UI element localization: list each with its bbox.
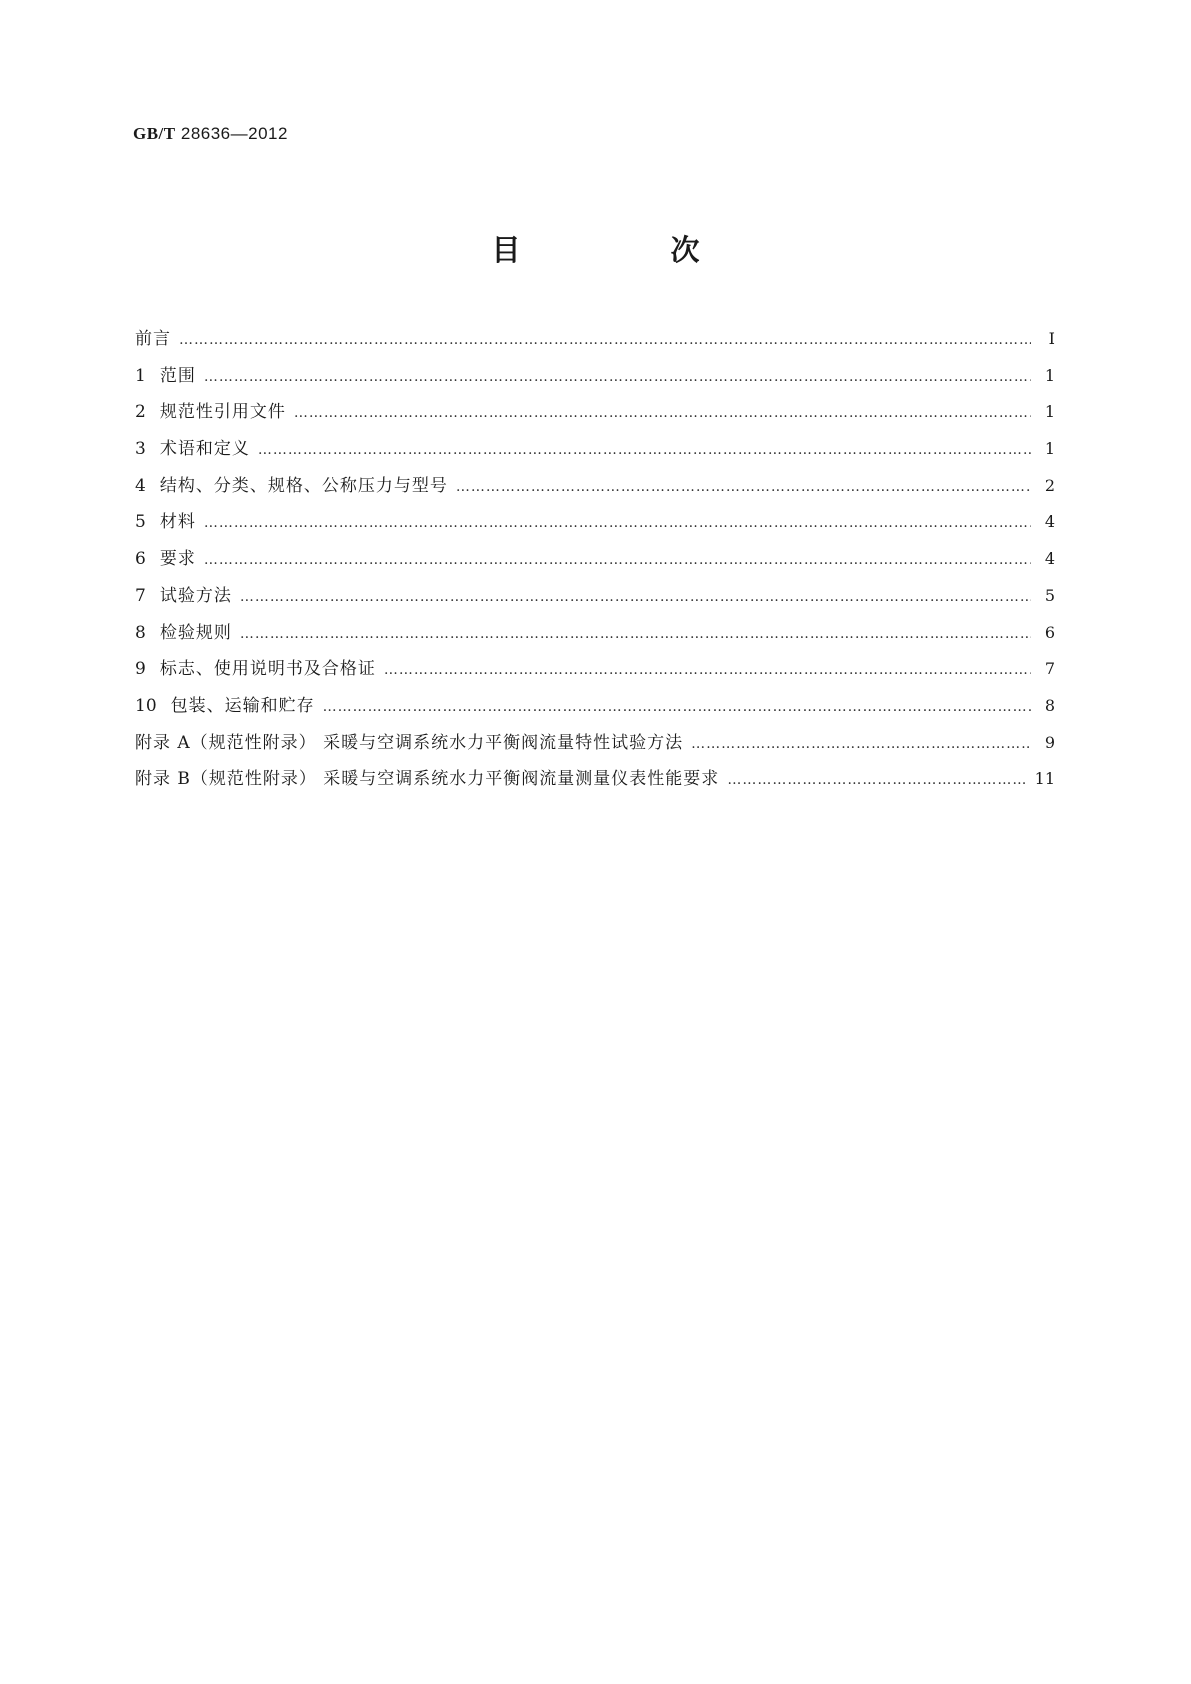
toc-entry-number: 7 xyxy=(135,585,146,606)
toc-leader-dots xyxy=(179,328,1031,352)
toc-entry-page: 11 xyxy=(1034,769,1055,789)
toc-entry-number: 4 xyxy=(135,475,146,496)
toc-leader-dots xyxy=(204,511,1031,535)
toc-entry-page: 7 xyxy=(1044,659,1055,679)
toc-entry-6[interactable] xyxy=(135,547,1055,584)
toc-entry-foreword[interactable] xyxy=(135,327,1055,364)
toc-entry-number: 8 xyxy=(135,622,146,643)
toc-entry-9[interactable] xyxy=(135,657,1055,694)
toc-entry-page: 2 xyxy=(1044,475,1055,495)
toc-entry-number: 2 xyxy=(135,402,146,423)
toc-leader-dots xyxy=(294,401,1031,425)
toc-entry-title: 附录 B（规范性附录） 采暖与空调系统水力平衡阀流量测量仪表性能要求 xyxy=(135,769,720,790)
standard-prefix: GB/T xyxy=(133,124,176,143)
toc-entry-title: 标志、使用说明书及合格证 xyxy=(159,659,376,680)
toc-entry-title: 范围 xyxy=(159,365,196,386)
table-of-contents xyxy=(135,327,1055,804)
toc-entry-annex-b[interactable] xyxy=(135,767,1055,804)
toc-entry-title: 结构、分类、规格、公称压力与型号 xyxy=(159,475,448,496)
toc-entry-number: 10 xyxy=(135,695,157,716)
toc-entry-page: 9 xyxy=(1044,732,1055,752)
toc-entry-title: 包装、运输和贮存 xyxy=(170,695,315,716)
toc-entry-page: 4 xyxy=(1044,549,1055,569)
toc-entry-2[interactable] xyxy=(135,400,1055,437)
toc-leader-dots xyxy=(204,365,1031,389)
standard-number: 28636—2012 xyxy=(180,124,288,143)
toc-leader-dots xyxy=(323,695,1031,719)
toc-entry-title: 要求 xyxy=(159,549,196,570)
toc-entry-page: 1 xyxy=(1044,402,1055,422)
toc-entry-page: I xyxy=(1048,329,1055,348)
toc-leader-dots xyxy=(258,438,1031,462)
toc-entry-title: 附录 A（规范性附录） 采暖与空调系统水力平衡阀流量特性试验方法 xyxy=(135,732,684,753)
toc-entry-title: 检验规则 xyxy=(159,622,232,643)
toc-entry-title: 规范性引用文件 xyxy=(159,402,286,423)
toc-entry-number: 6 xyxy=(135,549,146,570)
toc-leader-dots xyxy=(204,548,1031,572)
toc-entry-annex-a[interactable] xyxy=(135,731,1055,768)
toc-entry-5[interactable] xyxy=(135,510,1055,547)
toc-entry-number: 9 xyxy=(135,659,146,680)
standard-code xyxy=(133,124,288,144)
toc-entry-title: 材料 xyxy=(159,512,196,533)
toc-entry-number: 3 xyxy=(135,439,146,460)
toc-entry-title: 试验方法 xyxy=(159,585,232,606)
toc-entry-3[interactable] xyxy=(135,437,1055,474)
toc-entry-number: 1 xyxy=(135,365,146,386)
toc-entry-page: 1 xyxy=(1044,439,1055,459)
toc-entry-page: 8 xyxy=(1044,695,1055,715)
toc-leader-dots xyxy=(384,658,1031,682)
toc-entry-1[interactable] xyxy=(135,364,1055,401)
toc-leader-dots xyxy=(691,732,1031,756)
toc-entry-page: 1 xyxy=(1044,365,1055,385)
toc-entry-8[interactable] xyxy=(135,621,1055,658)
toc-entry-page: 5 xyxy=(1044,585,1055,605)
toc-leader-dots xyxy=(240,622,1031,646)
toc-entry-page: 4 xyxy=(1044,512,1055,532)
toc-entry-title: 术语和定义 xyxy=(159,439,250,460)
toc-entry-7[interactable] xyxy=(135,584,1055,621)
toc-leader-dots xyxy=(240,585,1031,609)
toc-leader-dots xyxy=(727,768,1026,792)
toc-entry-4[interactable] xyxy=(135,474,1055,511)
toc-entry-10[interactable] xyxy=(135,694,1055,731)
toc-entry-title: 前言 xyxy=(135,329,171,349)
toc-entry-number: 5 xyxy=(135,512,146,533)
toc-entry-page: 6 xyxy=(1044,622,1055,642)
toc-leader-dots xyxy=(456,475,1031,499)
toc-title: 目 次 xyxy=(491,233,770,267)
